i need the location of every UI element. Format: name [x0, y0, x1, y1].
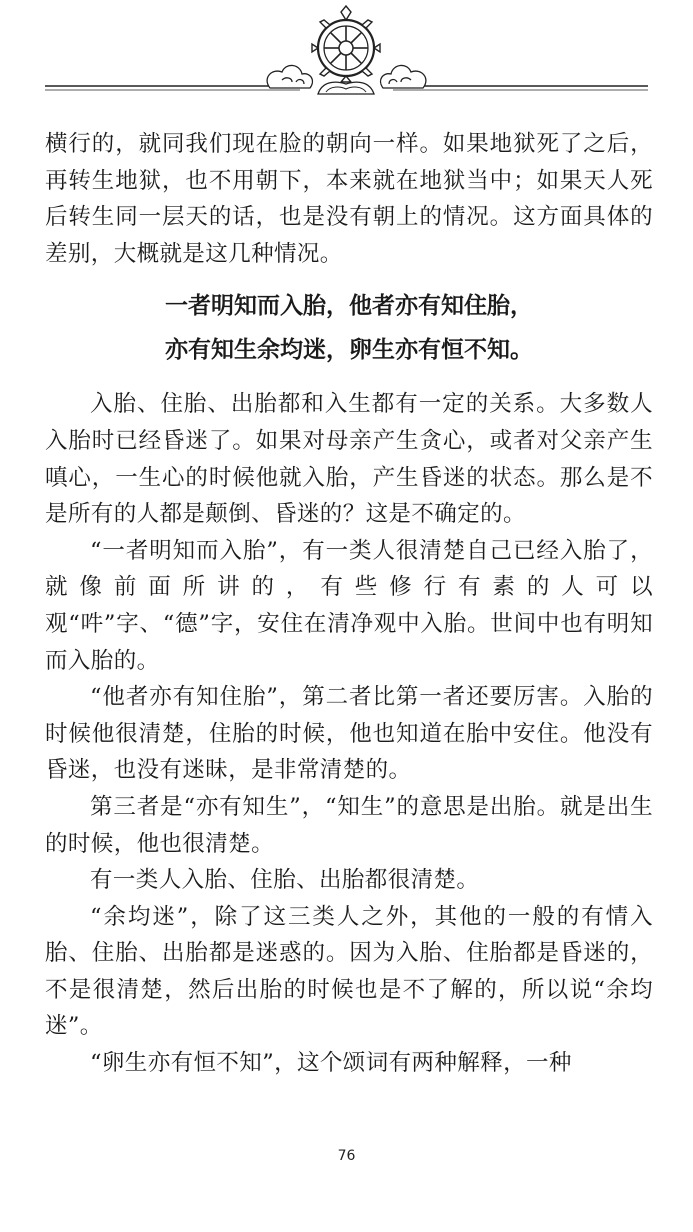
- page-body: [45, 126, 653, 1082]
- paragraph: 横行的，就同我们现在脸的朝向一样。如果地狱死了之后，再转生地狱，也不用朝下，本来就在地狱当中；如果天人死后转生同一层天的话，也是没有朝上的情况。这方面具体的差别，大概就是这几种情况。: [45, 131, 653, 267]
- paragraph: “一者明知而入胎”，有一类人很清楚自己已经入胎了，就像前面所讲的，有些修行有素的人可以观“吽”字、“德”字，安住在清净观中入胎。世间中也有明知而入胎的。: [45, 537, 653, 674]
- paragraph: “余均迷”，除了这三类人之外，其他的一般的有情入胎、住胎、出胎都是迷惑的。因为入胎、住胎都是昏迷的，不是很清楚，然后出胎的时候也是不了解的，所以说“余均迷”。: [45, 903, 653, 1040]
- verse-line: 一者明知而入胎，他者亦有知住胎，: [165, 293, 533, 320]
- auspicious-cloud-icon: [381, 65, 426, 88]
- paragraph: 入胎、住胎、出胎都和入生都有一定的关系。大多数人入胎时已经昏迷了。如果对母亲产生贪心，或者对父亲产生嗔心，一生心的时候他就入胎，产生昏迷的状态。那么是不是所有的人都是颠倒、昏迷的？这是不确定的。: [45, 391, 653, 528]
- dharma-wheel-icon: [312, 6, 380, 94]
- page-header: [0, 0, 693, 110]
- paragraph: 第三者是“亦有知生”，“知生”的意思是出胎。就是出生的时候，他也很清楚。: [45, 793, 653, 857]
- header-ornament: [0, 0, 693, 110]
- paragraph: 有一类人入胎、住胎、出胎都很清楚。: [90, 867, 480, 894]
- verse-block: [45, 288, 653, 368]
- page-number: 76: [337, 1148, 356, 1164]
- paragraph: “他者亦有知住胎”，第二者比第一者还要厉害。入胎的时候他很清楚，住胎的时候，他也知道在胎中安住。他没有昏迷，也没有迷昧，是非常清楚的。: [45, 684, 653, 784]
- auspicious-cloud-icon: [267, 65, 312, 88]
- verse-line: 亦有知生余均迷，卵生亦有恒不知。: [165, 337, 533, 364]
- paragraph: “卵生亦有恒不知”，这个颂词有两种解释，一种: [90, 1050, 572, 1077]
